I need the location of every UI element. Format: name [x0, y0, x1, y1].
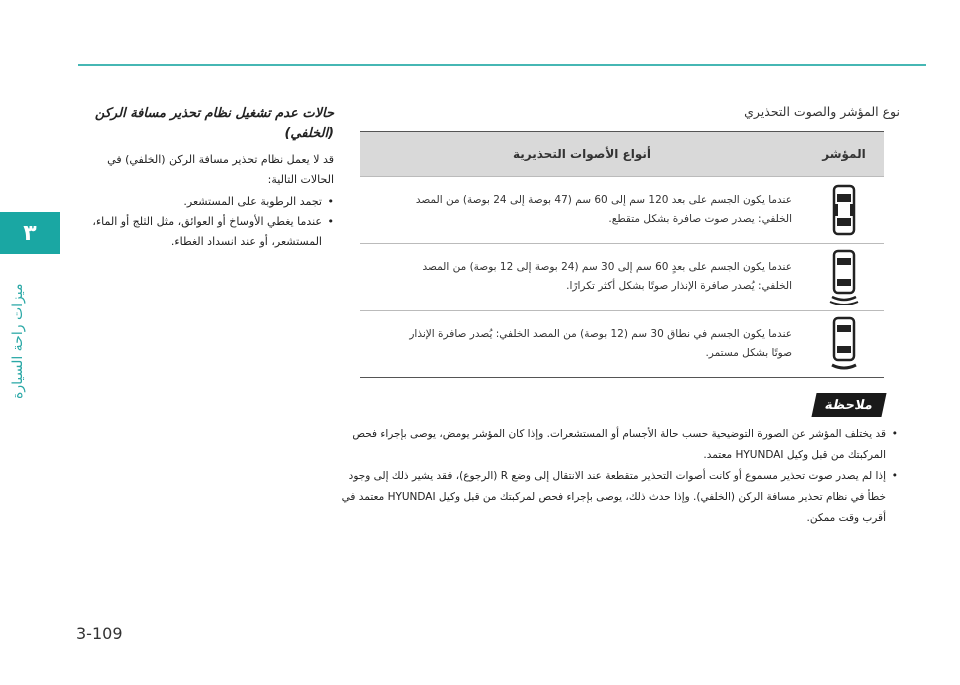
car-red-full-icon	[804, 184, 884, 236]
table-row	[360, 310, 884, 377]
left-column	[86, 104, 334, 252]
table-header	[360, 132, 884, 176]
condition-list	[86, 192, 334, 252]
indicator-table	[360, 131, 884, 378]
list-item: • قد يختلف المؤشر عن الصورة التوضيحية حسب حالة الأجسام أو المستشعرات. وإذا كان المؤشر يومض، يوصى بإجراء فحص المركبتك من قبل وكيل HYUNDAI معتمد.	[338, 424, 898, 466]
chapter-label: ميزات راحة السيارة	[10, 283, 26, 399]
table-row	[360, 176, 884, 243]
left-intro: قد لا يعمل نظام تحذير مسافة الركن (الخلفي) في الحالات التالية:	[107, 153, 334, 186]
left-title: حالات عدم تشغيل نظام تحذير مسافة الركن (الخلفي)	[94, 106, 334, 141]
table-row	[360, 243, 884, 310]
car-near-icon	[804, 316, 884, 372]
row-text: عندما يكون الجسم في نطاق 30 سم (12 بوصة) من المصد الخلفي: يُصدر صافرة الإنذار صوتًا بشكل مستمر.	[409, 328, 792, 359]
note-label: ملاحظة	[811, 393, 886, 417]
top-rule	[78, 64, 926, 66]
row-text: عندما يكون الجسم على بعدٍ 60 سم إلى 30 سم (24 بوصة إلى 12 بوصة) من المصد الخلفي: يُصدر صافرة الإنذار صوتًا بشكل أكثر تكرارًا.	[422, 261, 792, 292]
list-item: • تجمد الرطوبة على المستشعر.	[86, 192, 334, 212]
header-warning: أنواع الأصوات التحذيرية	[513, 147, 651, 161]
list-item: • عندما يغطي الأوساخ أو العوائق، مثل الثلج أو الماء، المستشعر، أو عند انسداد الغطاء.	[86, 212, 334, 252]
section-title: نوع المؤشر والصوت التحذيري	[744, 104, 900, 119]
chapter-tab: ٣	[0, 212, 60, 254]
page-number: 3-109	[76, 624, 123, 643]
car-front-rear-icon	[804, 249, 884, 305]
list-item: • إذا لم يصدر صوت تحذير مسموع أو كانت أصوات التحذير متقطعة عند الانتقال إلى وضع R (الرجوع)، فقد يشير ذلك إلى وجود خطأ في نظام تحذير مسافة الركن (الخلفي). وإذا حدث ذلك، يوصى بإجراء فحص لمركبتك من قبل وكيل HYUNDAI معتمد في أقرب وقت ممكن.	[338, 466, 898, 529]
header-sensor: المؤشر	[822, 147, 866, 161]
note-list	[338, 424, 898, 529]
row-text: عندما يكون الجسم على بعد 120 سم إلى 60 سم (47 بوصة إلى 24 بوصة) من المصد الخلفي: يصدر صوت صافرة بشكل متقطع.	[415, 194, 792, 225]
